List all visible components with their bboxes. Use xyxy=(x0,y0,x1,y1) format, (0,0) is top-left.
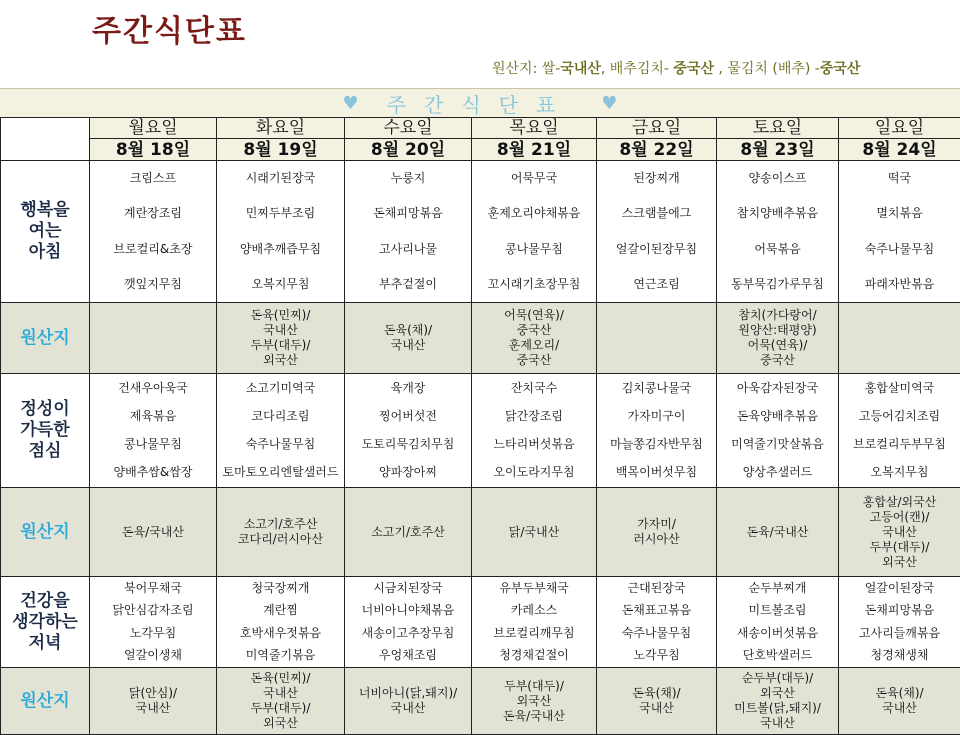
menu-item: 연근조림 xyxy=(598,277,715,292)
menu-item: 순두부찌개 xyxy=(718,581,837,596)
lunch-cell xyxy=(717,374,839,488)
menu-item: 얼갈이된장무침 xyxy=(598,242,715,257)
menu-item: 청국장찌개 xyxy=(218,581,343,596)
menu-item: 크림스프 xyxy=(91,171,215,186)
origin-item: 중국산 xyxy=(473,353,595,368)
menu-item: 유부두부채국 xyxy=(473,581,595,596)
origin-item: 돈육(채)/ xyxy=(346,323,470,338)
menu-item: 양송이스프 xyxy=(718,171,837,186)
origin-item: 외국산 xyxy=(218,716,343,731)
origin-cell xyxy=(345,668,472,735)
origin-item: 두부(대두)/ xyxy=(218,338,343,353)
origin-item: 두부(대두)/ xyxy=(218,701,343,716)
origin-cell xyxy=(472,303,597,374)
weekday-header: 목요일 xyxy=(472,118,597,139)
lunch-label: 정성이 가득한 점심 xyxy=(1,374,90,488)
breakfast-label: 행복을 여는 아침 xyxy=(1,161,90,303)
lunch-cell xyxy=(345,374,472,488)
menu-item: 청경채생채 xyxy=(840,648,959,663)
menu-item: 민찌두부조림 xyxy=(218,206,343,221)
menu-item: 훈제오리야채볶음 xyxy=(473,206,595,221)
origin-cell xyxy=(217,668,345,735)
origin-item: 국내산 xyxy=(840,701,959,716)
menu-item: 코다리조림 xyxy=(218,409,343,424)
weekday-header: 금요일 xyxy=(597,118,717,139)
breakfast-cell xyxy=(217,161,345,303)
origin-item: 가자미/ xyxy=(598,517,715,532)
origin-cell xyxy=(717,303,839,374)
origin-kimchi-label: , 배추김치- xyxy=(601,61,674,77)
banner-title: 주간식단표 xyxy=(387,89,574,118)
dinner-cell xyxy=(345,577,472,668)
menu-item: 시금치된장국 xyxy=(346,581,470,596)
page-title: 주간식단표 xyxy=(92,6,247,50)
date-header: 8월 19일 xyxy=(217,139,345,161)
origin-cell xyxy=(345,303,472,374)
menu-item: 얼갈이생채 xyxy=(91,648,215,663)
menu-item: 도토리묵김치무침 xyxy=(346,437,470,452)
origin-cell xyxy=(217,303,345,374)
origin-cell xyxy=(90,668,217,735)
menu-item: 스크램블에그 xyxy=(598,206,715,221)
menu-item: 제육볶음 xyxy=(91,409,215,424)
menu-item: 양배추쌈&쌈장 xyxy=(91,465,215,480)
breakfast-origin-row xyxy=(1,303,960,374)
origin-note-label: 원산지: 쌀- xyxy=(492,61,560,77)
dinner-cell xyxy=(597,577,717,668)
origin-cell xyxy=(90,303,217,374)
menu-item: 새송이버섯볶음 xyxy=(718,626,837,641)
menu-item: 돈채피망볶음 xyxy=(840,603,959,618)
menu-item: 미역줄기맛살볶음 xyxy=(718,437,837,452)
origin-item: 너비아니(닭,돼지)/ xyxy=(346,686,470,701)
menu-item: 된장찌개 xyxy=(598,171,715,186)
date-header: 8월 20일 xyxy=(345,139,472,161)
breakfast-cell xyxy=(597,161,717,303)
date-header: 8월 24일 xyxy=(839,139,960,161)
origin-item: 국내산 xyxy=(346,338,470,353)
menu-item: 고등어김치조림 xyxy=(840,409,959,424)
menu-item: 양상추샐러드 xyxy=(718,465,837,480)
weekday-header: 수요일 xyxy=(345,118,472,139)
menu-item: 미역줄기볶음 xyxy=(218,648,343,663)
origin-item: 소고기/호주산 xyxy=(346,525,470,540)
menu-item: 아욱감자된장국 xyxy=(718,381,837,396)
origin-cell xyxy=(472,668,597,735)
origin-water-kimchi: 중국산 xyxy=(820,61,861,77)
weekday-header: 토요일 xyxy=(717,118,839,139)
origin-item: 소고기/호주산 xyxy=(218,517,343,532)
origin-cell xyxy=(345,488,472,577)
origin-item: 국내산 xyxy=(840,525,959,540)
menu-item: 떡국 xyxy=(840,171,959,186)
heart-icon: ♥ xyxy=(343,93,359,114)
menu-item: 계란장조림 xyxy=(91,206,215,221)
lunch-origin-row xyxy=(1,488,960,577)
menu-item: 건새우아욱국 xyxy=(91,381,215,396)
menu-item: 숙주나물무침 xyxy=(598,626,715,641)
lunch-cell xyxy=(839,374,960,488)
origin-item: 외국산 xyxy=(718,686,837,701)
menu-item: 새송이고추장무침 xyxy=(346,626,470,641)
menu-item: 느타리버섯볶음 xyxy=(473,437,595,452)
menu-item: 너비아니야채볶음 xyxy=(346,603,470,618)
origin-item: 두부(대두)/ xyxy=(840,540,959,555)
date-header: 8월 22일 xyxy=(597,139,717,161)
dinner-cell xyxy=(90,577,217,668)
menu-item: 가자미구이 xyxy=(598,409,715,424)
menu-item: 미트볼조림 xyxy=(718,603,837,618)
origin-cell xyxy=(839,668,960,735)
origin-cell xyxy=(717,488,839,577)
origin-cell xyxy=(597,303,717,374)
origin-item: 돈육/국내산 xyxy=(718,525,837,540)
menu-item: 브로컬리깨무침 xyxy=(473,626,595,641)
weekday-header: 일요일 xyxy=(839,118,960,139)
heart-icon: ♥ xyxy=(601,93,617,114)
menu-item: 마늘쫑김자반무침 xyxy=(598,437,715,452)
breakfast-cell xyxy=(90,161,217,303)
breakfast-cell xyxy=(839,161,960,303)
menu-item: 김치콩나물국 xyxy=(598,381,715,396)
dinner-cell xyxy=(717,577,839,668)
origin-item: 닭(안심)/ xyxy=(91,686,215,701)
origin-cell xyxy=(717,668,839,735)
menu-item: 단호박샐러드 xyxy=(718,648,837,663)
menu-item: 돈채피망볶음 xyxy=(346,206,470,221)
origin-item: 원양산:태평양) xyxy=(718,323,837,338)
origin-cell xyxy=(597,668,717,735)
origin-cell xyxy=(597,488,717,577)
breakfast-row xyxy=(1,161,960,303)
weekday-header-row xyxy=(1,118,960,139)
weekly-menu-banner xyxy=(0,88,960,118)
origin-item: 돈육/국내산 xyxy=(473,709,595,724)
menu-item: 오복지무침 xyxy=(840,465,959,480)
origin-item: 돈육(민찌)/ xyxy=(218,308,343,323)
date-header: 8월 18일 xyxy=(90,139,217,161)
weekly-menu-table xyxy=(0,117,960,735)
dinner-cell xyxy=(839,577,960,668)
origin-item: 고등어(캔)/ xyxy=(840,510,959,525)
origin-cell xyxy=(839,488,960,577)
origin-item: 어묵(연육)/ xyxy=(718,338,837,353)
menu-item: 얼갈이된장국 xyxy=(840,581,959,596)
menu-item: 홍합살미역국 xyxy=(840,381,959,396)
origin-cell xyxy=(472,488,597,577)
menu-item: 숙주나물무침 xyxy=(218,437,343,452)
dinner-cell xyxy=(217,577,345,668)
origin-rice: 국내산 xyxy=(560,61,601,77)
menu-item: 동부묵김가루무침 xyxy=(718,277,837,292)
origin-item: 중국산 xyxy=(718,353,837,368)
lunch-cell xyxy=(217,374,345,488)
origin-item: 훈제오리/ xyxy=(473,338,595,353)
menu-item: 카레소스 xyxy=(473,603,595,618)
date-header: 8월 21일 xyxy=(472,139,597,161)
menu-item: 닭안심감자조림 xyxy=(91,603,215,618)
menu-item: 호박새우젓볶음 xyxy=(218,626,343,641)
origin-item: 돈육(채)/ xyxy=(598,686,715,701)
weekday-header: 화요일 xyxy=(217,118,345,139)
menu-item: 오복지무침 xyxy=(218,277,343,292)
menu-item: 어묵무국 xyxy=(473,171,595,186)
origin-item: 돈육(민찌)/ xyxy=(218,671,343,686)
menu-item: 누룽지 xyxy=(346,171,470,186)
origin-cell xyxy=(839,303,960,374)
menu-item: 브로컬리&초장 xyxy=(91,242,215,257)
menu-item: 노각무침 xyxy=(91,626,215,641)
lunch-cell xyxy=(597,374,717,488)
menu-item: 근대된장국 xyxy=(598,581,715,596)
menu-item: 부추겉절이 xyxy=(346,277,470,292)
dinner-row xyxy=(1,577,960,668)
origin-item: 순두부(대두)/ xyxy=(718,671,837,686)
origin-item: 두부(대두)/ xyxy=(473,679,595,694)
origin-label: 원산지 xyxy=(1,303,90,374)
origin-cell xyxy=(217,488,345,577)
origin-item: 참치(가다랑어/ xyxy=(718,308,837,323)
menu-item: 숙주나물무침 xyxy=(840,242,959,257)
origin-item: 러시아산 xyxy=(598,532,715,547)
menu-item: 돈육양배추볶음 xyxy=(718,409,837,424)
dinner-origin-row xyxy=(1,668,960,735)
date-header: 8월 23일 xyxy=(717,139,839,161)
table-corner xyxy=(1,118,90,161)
menu-item: 고사리들깨볶음 xyxy=(840,626,959,641)
origin-item: 돈육/국내산 xyxy=(91,525,215,540)
origin-item: 외국산 xyxy=(218,353,343,368)
origin-kimchi: 중국산 xyxy=(673,61,714,77)
menu-item: 시래기된장국 xyxy=(218,171,343,186)
menu-item: 꼬시래기초장무침 xyxy=(473,277,595,292)
weekday-header: 월요일 xyxy=(90,118,217,139)
origin-label: 원산지 xyxy=(1,488,90,577)
origin-item: 코다리/러시아산 xyxy=(218,532,343,547)
origin-item: 외국산 xyxy=(473,694,595,709)
origin-item: 국내산 xyxy=(598,701,715,716)
dinner-label: 건강을 생각하는 저녁 xyxy=(1,577,90,668)
menu-item: 백목이버섯무침 xyxy=(598,465,715,480)
menu-item: 고사리나물 xyxy=(346,242,470,257)
menu-item: 콩나물무침 xyxy=(91,437,215,452)
menu-item: 양파장아찌 xyxy=(346,465,470,480)
menu-item: 파래자반볶음 xyxy=(840,277,959,292)
dinner-cell xyxy=(472,577,597,668)
menu-item: 오이도라지무침 xyxy=(473,465,595,480)
menu-item: 양배추깨즙무침 xyxy=(218,242,343,257)
origin-item: 어묵(연육)/ xyxy=(473,308,595,323)
origin-item: 국내산 xyxy=(346,701,470,716)
menu-item: 깻잎지무침 xyxy=(91,277,215,292)
lunch-cell xyxy=(90,374,217,488)
breakfast-cell xyxy=(717,161,839,303)
menu-item: 닭간장조림 xyxy=(473,409,595,424)
origin-item: 홍합살/외국산 xyxy=(840,495,959,510)
menu-item: 우엉채조림 xyxy=(346,648,470,663)
menu-item: 노각무침 xyxy=(598,648,715,663)
rice-kimchi-origin-note xyxy=(492,58,860,78)
menu-item: 육개장 xyxy=(346,381,470,396)
menu-item: 계란찜 xyxy=(218,603,343,618)
menu-item: 북어무채국 xyxy=(91,581,215,596)
breakfast-cell xyxy=(345,161,472,303)
menu-item: 잔치국수 xyxy=(473,381,595,396)
origin-label: 원산지 xyxy=(1,668,90,735)
origin-item: 외국산 xyxy=(840,555,959,570)
origin-item: 국내산 xyxy=(218,686,343,701)
menu-item: 소고기미역국 xyxy=(218,381,343,396)
date-header-row xyxy=(1,139,960,161)
origin-water-kimchi-label: , 물김치 (배추) - xyxy=(714,61,820,77)
origin-item: 국내산 xyxy=(91,701,215,716)
origin-item: 중국산 xyxy=(473,323,595,338)
menu-item: 찡어버섯전 xyxy=(346,409,470,424)
origin-item: 닭/국내산 xyxy=(473,525,595,540)
menu-item: 참치양배추볶음 xyxy=(718,206,837,221)
menu-item: 콩나물무침 xyxy=(473,242,595,257)
origin-item: 돈육(채)/ xyxy=(840,686,959,701)
origin-item: 국내산 xyxy=(718,716,837,731)
menu-item: 돈채표고볶음 xyxy=(598,603,715,618)
origin-cell xyxy=(90,488,217,577)
menu-item: 청경채겉절이 xyxy=(473,648,595,663)
menu-item: 어묵볶음 xyxy=(718,242,837,257)
lunch-row xyxy=(1,374,960,488)
origin-item: 미트볼(닭,돼지)/ xyxy=(718,701,837,716)
lunch-cell xyxy=(472,374,597,488)
origin-item: 국내산 xyxy=(218,323,343,338)
menu-item: 토마토오리엔탈샐러드 xyxy=(218,465,343,480)
menu-item: 브로컬리두부무침 xyxy=(840,437,959,452)
menu-item: 멸치볶음 xyxy=(840,206,959,221)
breakfast-cell xyxy=(472,161,597,303)
